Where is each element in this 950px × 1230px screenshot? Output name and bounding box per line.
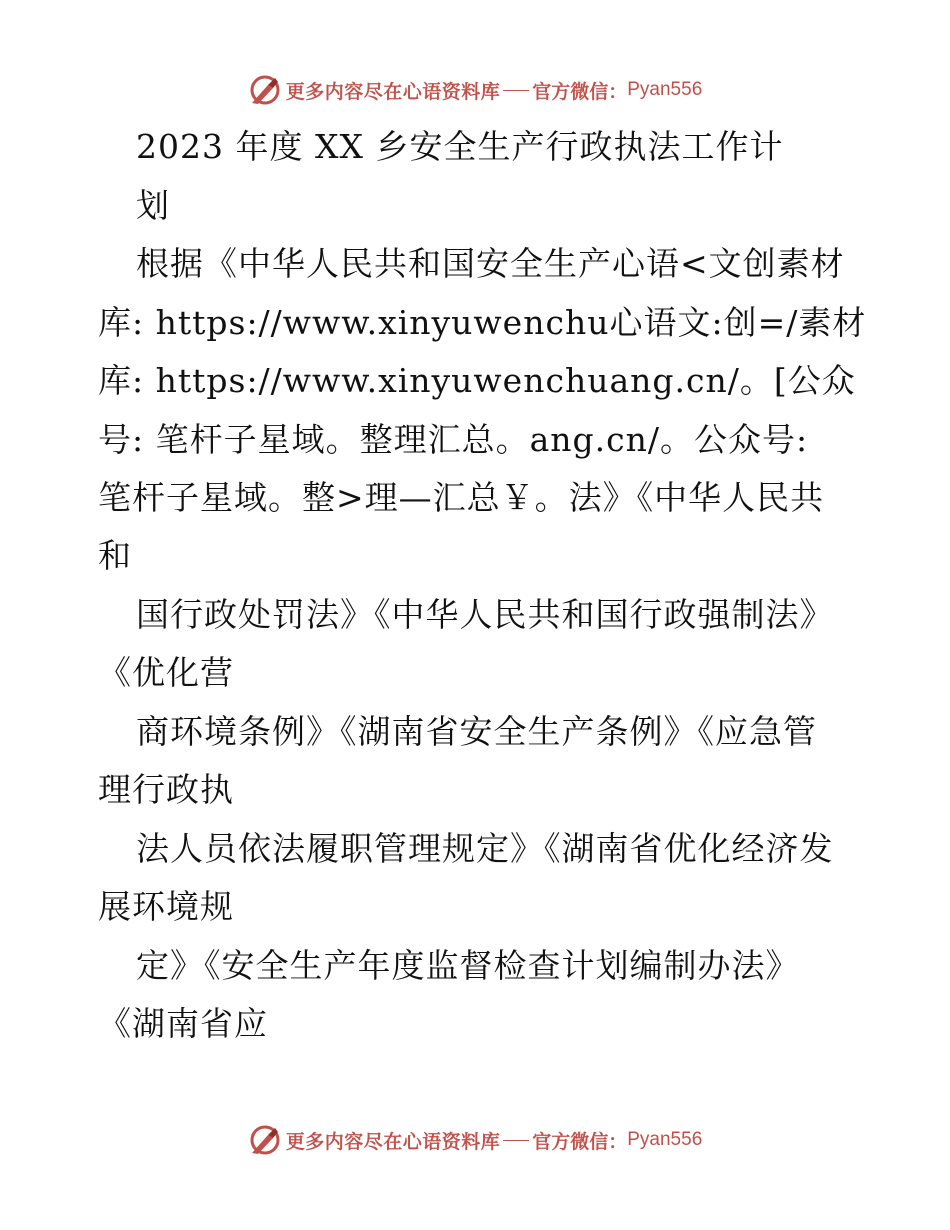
doc-title-line-1: 2023 年度 XX 乡安全生产行政执法工作计: [136, 127, 784, 166]
banner-site-text: 更多内容尽在心语资料库: [285, 80, 501, 103]
pen-nib-logo-icon: [248, 73, 282, 107]
pen-nib-logo-icon: [248, 1123, 282, 1157]
body-line: 笔杆子星域。整>理—汇总￥。法》《中华人民共: [98, 478, 825, 517]
body-line: 根据《中华人民共和国安全生产心语<文创素材: [136, 244, 845, 283]
body-line: 理行政执: [98, 770, 234, 809]
body-line: 库: https://www.xinyuwenchuang.cn/。[公众: [98, 361, 856, 400]
body-line: 国行政处罚法》《中华人民共和国行政强制法》: [136, 595, 834, 634]
body-line: 商环境条例》《湖南省安全生产条例》《应急管: [136, 712, 817, 751]
body-line: 《优化营: [98, 653, 234, 692]
banner-wechat-label: 官方微信：: [532, 1130, 628, 1153]
banner-site-text: 更多内容尽在心语资料库: [285, 1130, 501, 1153]
body-line: 号: 笔杆子星域。整理汇总。ang.cn/。公众号:: [98, 420, 809, 459]
banner-dash: [503, 90, 529, 91]
banner-wechat-label: 官方微信：: [532, 80, 628, 103]
top-watermark-banner: [0, 70, 950, 110]
banner-wechat-id: Pyan556: [627, 79, 703, 100]
body-line: 《湖南省应: [98, 1004, 268, 1043]
banner-wechat-id: Pyan556: [627, 1129, 703, 1150]
body-line: 定》《安全生产年度监督检查计划编制办法》: [136, 946, 800, 985]
doc-title-line-2: 划: [136, 186, 170, 225]
body-line: 法人员依法履职管理规定》《湖南省优化经济发: [136, 829, 834, 868]
banner-dash: [503, 1140, 529, 1141]
bottom-watermark-banner: [0, 1120, 950, 1160]
body-line: 展环境规: [98, 887, 234, 926]
body-line: 库: https://www.xinyuwenchu心语文:创=/素材: [98, 303, 867, 342]
body-line: 和: [98, 536, 132, 575]
